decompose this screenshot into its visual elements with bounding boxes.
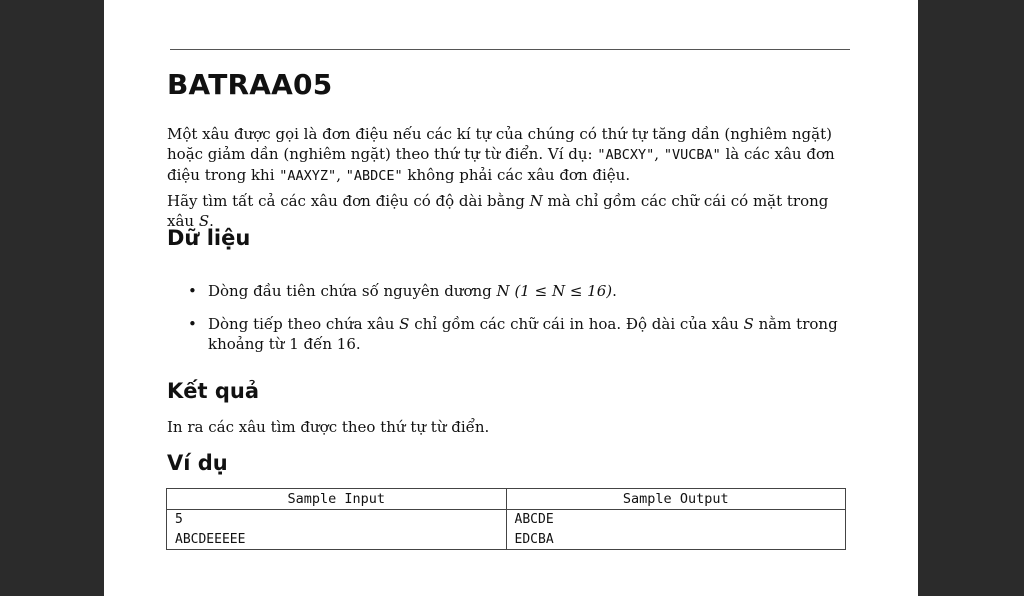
input-bullet-2: • Dòng tiếp theo chứa xâu S chỉ gồm các chữ cái in hoa. Độ dài của xâu S nằm trong khoảng từ 1 đến 16. [188, 315, 838, 353]
input-bullet-1: • Dòng đầu tiên chứa số nguyên dương N (1 ≤ N ≤ 16). [188, 282, 617, 300]
sample-input-line: 5 [167, 510, 507, 530]
sample-table [166, 488, 846, 550]
statement-paragraph-1: Một xâu được gọi là đơn điệu nếu các kí tự của chúng có thứ tự tăng dần (nghiêm ngặt) hoặc giảm dần (nghiêm ngặt) theo thứ tự từ điển. Ví dụ: "ABCXY", "VUCBA" là các xâu đơn điệu trong khi "AAXYZ", "ABDCE" không phải các xâu đơn điệu. [167, 125, 835, 184]
document-page [104, 0, 918, 596]
example-string: "VUCBA" [663, 147, 721, 163]
sample-output-header: Sample Output [506, 489, 845, 510]
example-string: "ABDCE" [345, 168, 403, 184]
example-string: "AAXYZ" [279, 168, 337, 184]
input-heading: Dữ liệu [167, 226, 251, 250]
statement-paragraph-2: Hãy tìm tất cả các xâu đơn điệu có độ dài bằng N mà chỉ gồm các chữ cái có mặt trong xâu S. [167, 192, 829, 230]
sample-input-header: Sample Input [167, 489, 507, 510]
sample-input-line: ABCDEEEEE [167, 530, 507, 550]
sample-output-line: EDCBA [506, 530, 845, 550]
top-rule [170, 49, 850, 50]
output-heading: Kết quả [167, 379, 260, 403]
sample-output-line: ABCDE [506, 510, 845, 530]
bullet-icon: • [188, 282, 197, 300]
bullet-icon: • [188, 315, 197, 333]
example-heading: Ví dụ [167, 451, 228, 475]
example-string: "ABCXY" [597, 147, 655, 163]
problem-title: BATRAA05 [167, 68, 333, 101]
output-text: In ra các xâu tìm được theo thứ tự từ điển. [167, 418, 490, 436]
